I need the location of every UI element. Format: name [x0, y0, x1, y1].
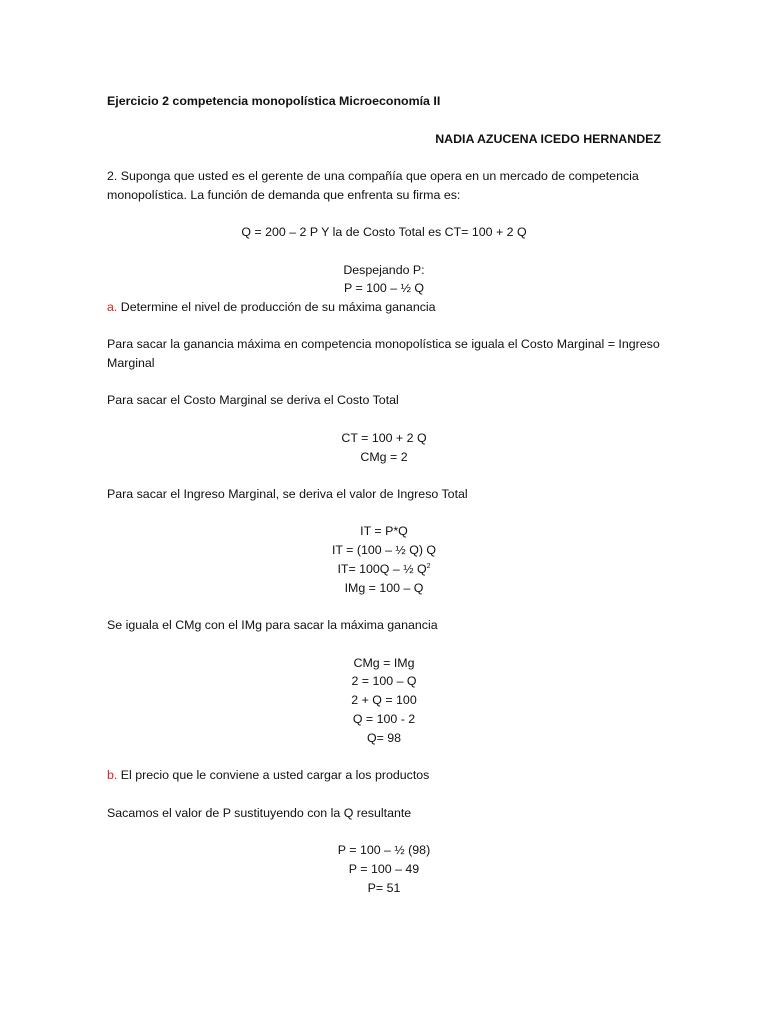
equation-it-1: IT = P*Q [360, 524, 408, 538]
explanation-substitute: Sacamos el valor de P sustituyendo con la Q resultante [107, 806, 412, 820]
explanation-marginal-revenue: Para sacar el Ingreso Marginal, se deriva el valor de Ingreso Total [107, 487, 468, 501]
question-a [107, 298, 436, 316]
price-expression: P = 100 – ½ Q [343, 281, 425, 295]
question-a-text: Determine el nivel de producción de su máxima ganancia [117, 300, 436, 314]
equation-img: IMg = 100 – Q [344, 581, 424, 595]
solution-step-3: 2 + Q = 100 [351, 693, 417, 707]
intro-line-1: 2. Suponga que usted es el gerente de una compañía que opera en un mercado de competencia [107, 169, 639, 183]
solution-step-5: Q= 98 [366, 731, 402, 745]
price-step-1: P = 100 – ½ (98) [337, 843, 431, 857]
question-a-letter: a. [107, 300, 118, 314]
solution-step-1: CMg = IMg [353, 656, 415, 670]
solution-step-4: Q = 100 - 2 [352, 712, 416, 726]
question-b-text: El precio que le conviene a usted cargar a los productos [117, 768, 430, 782]
question-b-letter: b. [107, 768, 118, 782]
equation-it-3 [0, 560, 768, 578]
explanation-marginal-cost: Para sacar el Costo Marginal se deriva el Costo Total [107, 393, 399, 407]
author-name: NADIA AZUCENA ICEDO HERNANDEZ [435, 132, 661, 146]
question-b [107, 766, 429, 784]
explanation-equate: Se iguala el CMg con el IMg para sacar la máxima ganancia [107, 618, 438, 632]
equation-it-2: IT = (100 – ½ Q) Q [331, 543, 437, 557]
explanation-max-profit-line-1: Para sacar la ganancia máxima en competencia monopolística se iguala el Costo Marginal = Ingreso [107, 337, 660, 351]
equation-it-3-text: IT= 100Q – ½ Q [337, 562, 427, 576]
despejando-label: Despejando P: [343, 263, 425, 277]
demand-cost-functions: Q = 200 – 2 P Y la de Costo Total es CT= 100 + 2 Q [241, 225, 527, 239]
intro-line-2: monopolística. La función de demanda que enfrenta su firma es: [107, 188, 461, 202]
equation-cmg: CMg = 2 [360, 450, 408, 464]
equation-ct: CT = 100 + 2 Q [341, 431, 427, 445]
document-title: Ejercicio 2 competencia monopolística Microeconomía II [107, 94, 441, 108]
price-step-3: P= 51 [367, 881, 401, 895]
price-step-2: P = 100 – 49 [348, 862, 420, 876]
explanation-max-profit-line-2: Marginal [107, 356, 155, 370]
equation-it-3-exponent: 2 [426, 563, 431, 570]
solution-step-2: 2 = 100 – Q [351, 674, 417, 688]
